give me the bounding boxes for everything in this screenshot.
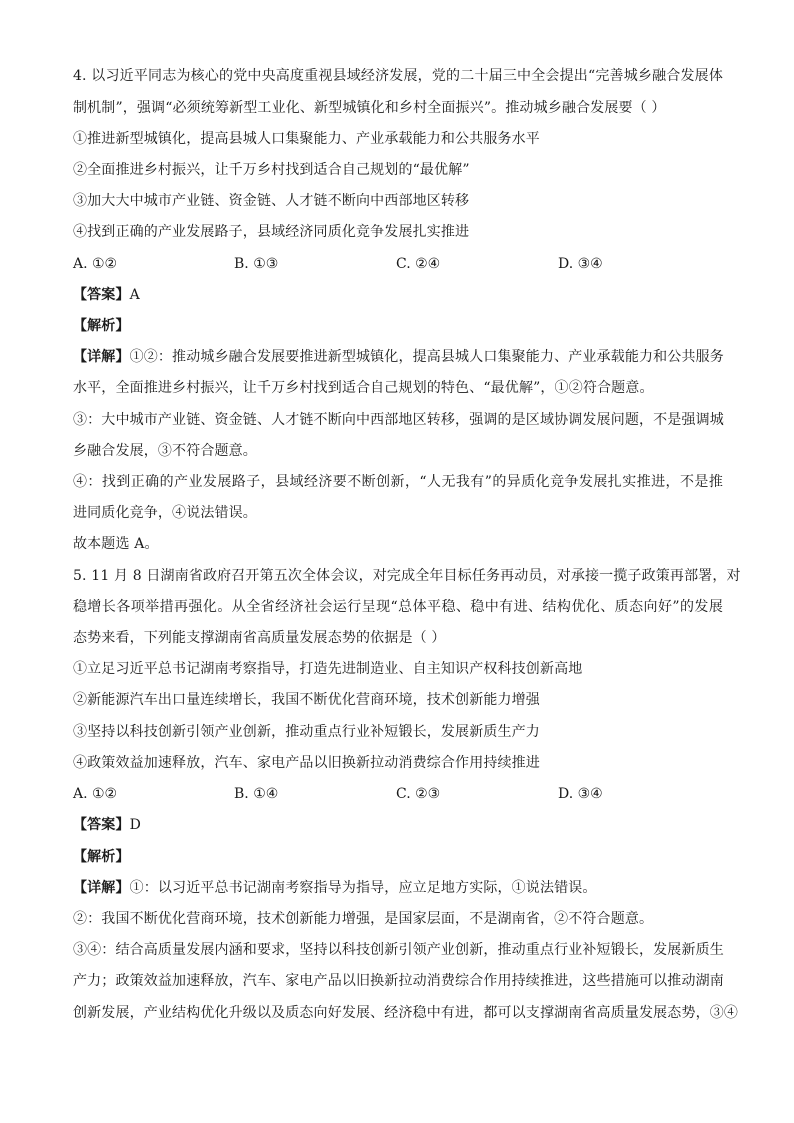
- q5-option-d: D. ③④: [558, 786, 603, 802]
- q5-item-3: ③坚持以科技创新引领产业创新，推动重点行业补短锻长，发展新质生产力: [73, 724, 540, 740]
- q5-detail-line3: ③④：结合高质量发展内涵和要求，坚持以科技创新引领产业创新，推动重点行业补短锻长，发展新质生: [73, 942, 724, 958]
- q5-analysis-label: 【解析】: [73, 849, 130, 865]
- q4-answer: [73, 285, 723, 305]
- q4-item-4: ④找到正确的产业发展路子，县域经济同质化竞争发展扎实推进: [73, 224, 470, 240]
- q4-stem-line2: 制机制”，强调“必须统筹新型工业化、新型城镇化和乡村全面振兴”。推动城乡融合发展要（ ）: [73, 100, 666, 116]
- q5-option-b: B. ①④: [234, 786, 279, 802]
- q5-answer-label: 【答案】: [73, 817, 130, 833]
- q4-detail-line6: 进同质化竞争，④说法错误。: [73, 505, 257, 521]
- q4-item-2: ②全面推进乡村振兴，让千万乡村找到适合自己规划的“最优解”: [73, 162, 470, 178]
- q4-stem-line1: 4. 以习近平同志为核心的党中央高度重视县域经济发展，党的二十届三中全会提出“完善城乡融合发展体: [73, 68, 723, 84]
- q4-option-c: C. ②④: [396, 256, 441, 272]
- q5-item-1: ①立足习近平总书记湖南考察指导，打造先进制造业、自主知识产权科技创新高地: [73, 661, 583, 677]
- q4-detail-line4: 乡融合发展，③不符合题意。: [73, 443, 257, 459]
- q5-stem-line2: 稳增长各项举措再强化。从全省经济社会运行呈现“总体平稳、稳中有进、结构优化、质态向好”的发展: [73, 599, 723, 615]
- q4-detail-line1: 【详解】①②：推动城乡融合发展要推进新型城镇化，提高县城人口集聚能力、产业承载能力和公共服务: [73, 349, 724, 365]
- q4-answer-label: 【答案】: [73, 287, 130, 303]
- q4-detail-line2: 水平，全面推进乡村振兴，让千万乡村找到适合自己规划的特色、“最优解”，①②符合题意。: [73, 380, 654, 396]
- q4-detail-line5: ④：找到正确的产业发展路子，县域经济要不断创新，“人无我有”的异质化竞争发展扎实推进，不是推: [73, 474, 723, 490]
- q4-detail-label: 【详解】: [73, 349, 130, 365]
- q4-option-b: B. ①③: [234, 256, 279, 272]
- q5-detail-line2: ②：我国不断优化营商环境，技术创新能力增强，是国家层面，不是湖南省，②不符合题意。: [73, 911, 654, 927]
- q4-item-3: ③加大大中城市产业链、资金链、人才链不断向中西部地区转移: [73, 193, 470, 209]
- q5-option-c: C. ②③: [396, 786, 441, 802]
- q5-stem-line1: 5. 11 月 8 日湖南省政府召开第五次全体会议，对完成全年目标任务再动员，对承接一揽子政策再部署，对: [73, 568, 741, 584]
- q4-detail-line3: ③：大中城市产业链、资金链、人才链不断向中西部地区转移，强调的是区域协调发展问题，不是强调城: [73, 412, 724, 428]
- q5-detail-line4: 产力；政策效益加速释放，汽车、家电产品以旧换新拉动消费综合作用持续推进，这些措施可以推动湖南: [73, 973, 724, 989]
- q5-item-2: ②新能源汽车出口量连续增长，我国不断优化营商环境，技术创新能力增强: [73, 692, 540, 708]
- q5-detail-line5: 创新发展，产业结构优化升级以及质态向好发展、经济稳中有进，都可以支撑湖南省高质量发展态势，③④: [73, 1005, 739, 1021]
- q4-option-d: D. ③④: [558, 256, 603, 272]
- q5-detail-line1: 【详解】①：以习近平总书记湖南考察指导为指导，应立足地方实际，①说法错误。: [73, 880, 597, 896]
- q4-item-1: ①推进新型城镇化，提高县城人口集聚能力、产业承载能力和公共服务水平: [73, 131, 540, 147]
- q5-detail-label: 【详解】: [73, 880, 130, 896]
- q4-analysis-label: 【解析】: [73, 318, 130, 334]
- q4-answer-value: A: [129, 287, 140, 303]
- q5-answer-value: D: [129, 817, 141, 833]
- q4-conclusion: 故本题选 A。: [73, 536, 159, 552]
- q5-stem-line3: 态势来看，下列能支撑湖南省高质量发展态势的依据是（ ）: [73, 630, 446, 646]
- q5-option-a: A. ①②: [73, 786, 118, 802]
- q5-item-4: ④政策效益加速释放，汽车、家电产品以旧换新拉动消费综合作用持续推进: [73, 755, 540, 771]
- q4-option-a: A. ①②: [73, 256, 118, 272]
- q5-answer: [73, 815, 723, 835]
